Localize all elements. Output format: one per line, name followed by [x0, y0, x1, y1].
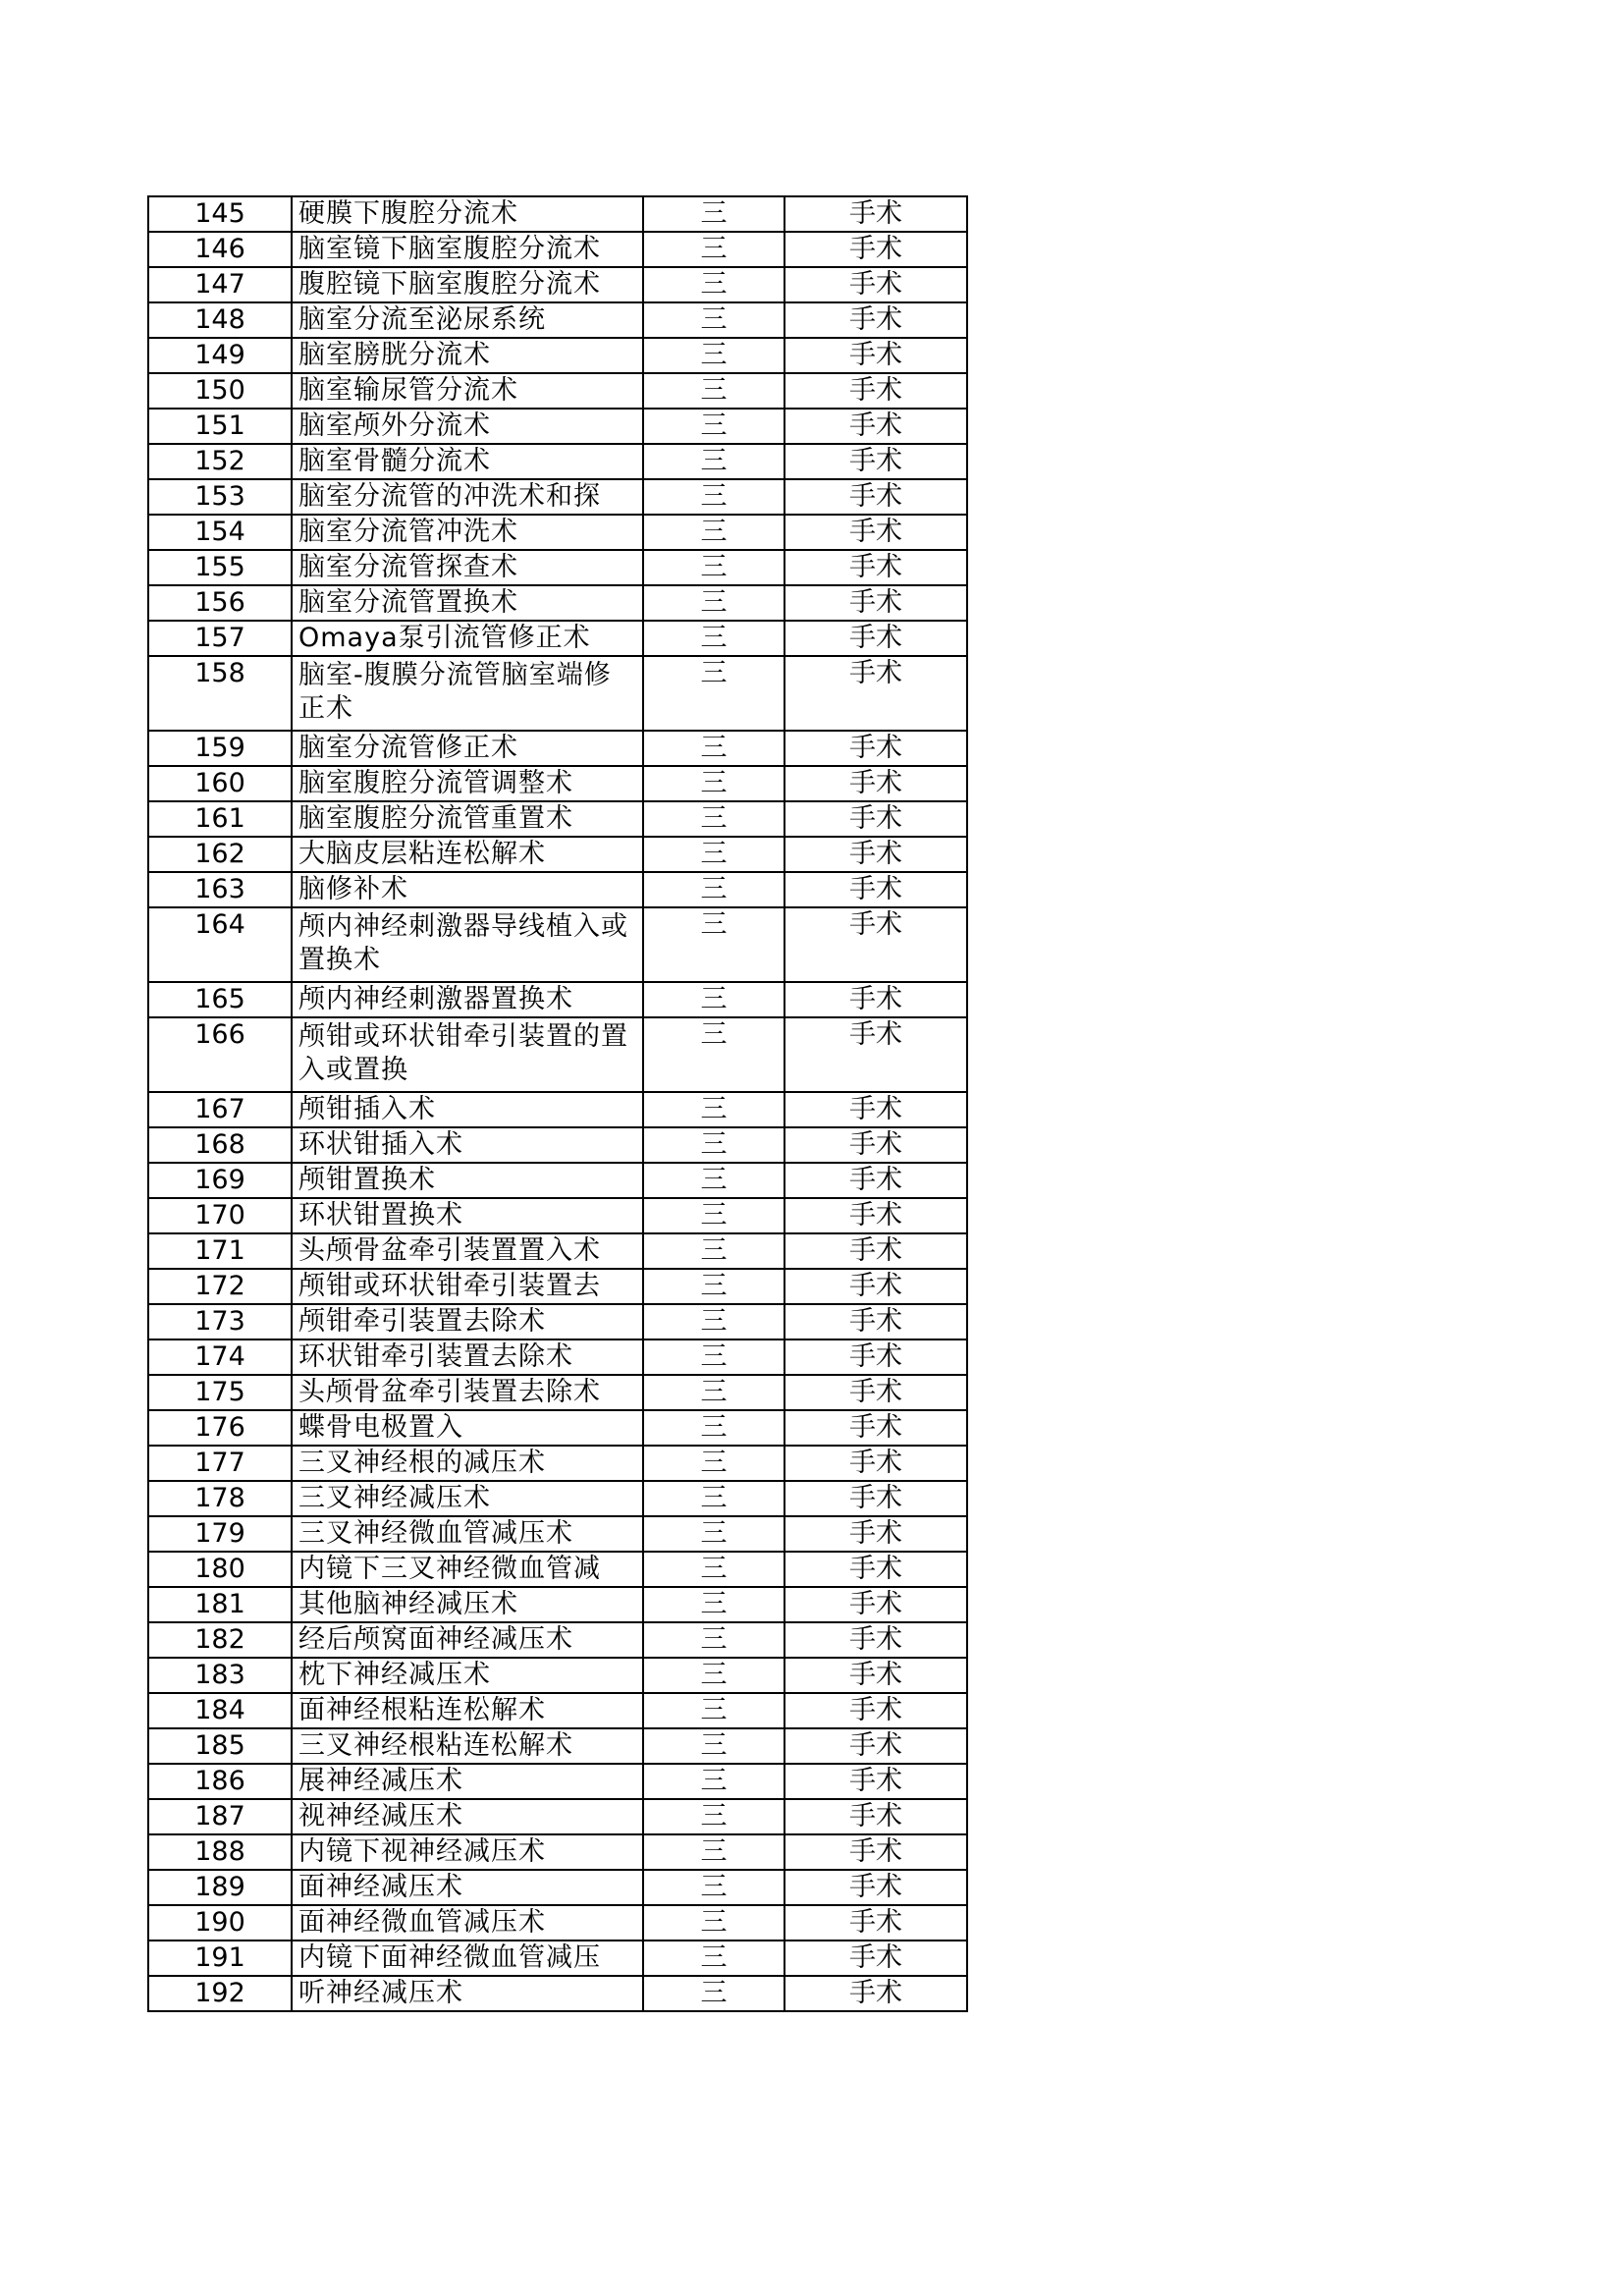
- procedure-type: 手术: [784, 1693, 967, 1728]
- procedure-type: 手术: [784, 801, 967, 837]
- procedure-type: 手术: [784, 1481, 967, 1516]
- procedure-name: 蝶骨电极置入: [292, 1410, 643, 1446]
- table-row: [148, 1233, 967, 1269]
- grade-level: 三: [643, 1834, 784, 1870]
- row-number: 182: [148, 1622, 292, 1658]
- grade-level: 三: [643, 1233, 784, 1269]
- procedure-name: 大脑皮层粘连松解术: [292, 837, 643, 872]
- table-row: [148, 621, 967, 656]
- grade-level: 三: [643, 196, 784, 232]
- procedure-name: 腹腔镜下脑室腹腔分流术: [292, 267, 643, 302]
- grade-level: 三: [643, 267, 784, 302]
- procedure-name: 脑室分流管修正术: [292, 731, 643, 766]
- procedure-name: 颅内神经刺激器置换术: [292, 982, 643, 1017]
- procedure-type: 手术: [784, 1764, 967, 1799]
- grade-level: 三: [643, 1269, 784, 1304]
- grade-level: 三: [643, 1127, 784, 1163]
- grade-level: 三: [643, 1764, 784, 1799]
- grade-level: 三: [643, 409, 784, 444]
- table-row: [148, 1870, 967, 1905]
- procedure-name: 脑室分流管冲洗术: [292, 515, 643, 550]
- row-number: 183: [148, 1658, 292, 1693]
- table-row: [148, 302, 967, 338]
- row-number: 164: [148, 907, 292, 982]
- row-number: 159: [148, 731, 292, 766]
- procedure-name: 脑室分流至泌尿系统: [292, 302, 643, 338]
- table-row: [148, 1834, 967, 1870]
- table-row: [148, 1941, 967, 1976]
- row-number: 189: [148, 1870, 292, 1905]
- grade-level: 三: [643, 373, 784, 409]
- procedure-type: 手术: [784, 550, 967, 585]
- grade-level: 三: [643, 1728, 784, 1764]
- procedure-type: 手术: [784, 1092, 967, 1127]
- procedure-type: 手术: [784, 444, 967, 479]
- table-row: [148, 1410, 967, 1446]
- grade-level: 三: [643, 1092, 784, 1127]
- procedure-type: 手术: [784, 1375, 967, 1410]
- procedure-name: 脑室分流管探查术: [292, 550, 643, 585]
- grade-level: 三: [643, 1976, 784, 2011]
- procedure-type: 手术: [784, 267, 967, 302]
- procedure-type: 手术: [784, 1941, 967, 1976]
- procedure-name: 脑室腹腔分流管调整术: [292, 766, 643, 801]
- procedure-type: 手术: [784, 621, 967, 656]
- table-row: [148, 766, 967, 801]
- table-row: [148, 982, 967, 1017]
- row-number: 192: [148, 1976, 292, 2011]
- grade-level: 三: [643, 232, 784, 267]
- procedure-type: 手术: [784, 872, 967, 907]
- grade-level: 三: [643, 515, 784, 550]
- procedure-name: 颅钳或环状钳牵引装置的置入或置换: [292, 1017, 643, 1092]
- procedure-type: 手术: [784, 373, 967, 409]
- table-row: [148, 872, 967, 907]
- procedure-type: 手术: [784, 196, 967, 232]
- table-row: [148, 837, 967, 872]
- row-number: 155: [148, 550, 292, 585]
- row-number: 177: [148, 1446, 292, 1481]
- grade-level: 三: [643, 656, 784, 731]
- row-number: 191: [148, 1941, 292, 1976]
- row-number: 166: [148, 1017, 292, 1092]
- procedure-type: 手术: [784, 1163, 967, 1198]
- table-row: [148, 1976, 967, 2011]
- table-row: [148, 338, 967, 373]
- procedure-type: 手术: [784, 1127, 967, 1163]
- grade-level: 三: [643, 907, 784, 982]
- table-row: [148, 585, 967, 621]
- table-row: [148, 550, 967, 585]
- grade-level: 三: [643, 1339, 784, 1375]
- grade-level: 三: [643, 479, 784, 515]
- table-row: [148, 232, 967, 267]
- table-row: [148, 1304, 967, 1339]
- procedure-type: 手术: [784, 1304, 967, 1339]
- grade-level: 三: [643, 302, 784, 338]
- grade-level: 三: [643, 1446, 784, 1481]
- procedure-type: 手术: [784, 1198, 967, 1233]
- procedure-name: 经后颅窝面神经减压术: [292, 1622, 643, 1658]
- procedure-name: 内镜下面神经微血管减压: [292, 1941, 643, 1976]
- procedure-name: 颅内神经刺激器导线植入或置换术: [292, 907, 643, 982]
- procedure-type: 手术: [784, 1516, 967, 1552]
- table-row: [148, 1799, 967, 1834]
- grade-level: 三: [643, 1693, 784, 1728]
- grade-level: 三: [643, 1481, 784, 1516]
- grade-level: 三: [643, 1905, 784, 1941]
- row-number: 161: [148, 801, 292, 837]
- grade-level: 三: [643, 550, 784, 585]
- procedure-type: 手术: [784, 302, 967, 338]
- table-row: [148, 1693, 967, 1728]
- grade-level: 三: [643, 1799, 784, 1834]
- row-number: 180: [148, 1552, 292, 1587]
- grade-level: 三: [643, 621, 784, 656]
- procedure-type: 手术: [784, 1728, 967, 1764]
- row-number: 149: [148, 338, 292, 373]
- procedure-type: 手术: [784, 1410, 967, 1446]
- row-number: 174: [148, 1339, 292, 1375]
- grade-level: 三: [643, 1017, 784, 1092]
- procedure-type: 手术: [784, 479, 967, 515]
- procedure-type: 手术: [784, 1799, 967, 1834]
- row-number: 148: [148, 302, 292, 338]
- procedure-name: 脑室颅外分流术: [292, 409, 643, 444]
- row-number: 145: [148, 196, 292, 232]
- row-number: 163: [148, 872, 292, 907]
- procedure-name: Omaya泵引流管修正术: [292, 621, 643, 656]
- grade-level: 三: [643, 1163, 784, 1198]
- grade-level: 三: [643, 1870, 784, 1905]
- procedure-name: 脑室分流管的冲洗术和探: [292, 479, 643, 515]
- procedure-name: 脑室输尿管分流术: [292, 373, 643, 409]
- grade-level: 三: [643, 1304, 784, 1339]
- row-number: 168: [148, 1127, 292, 1163]
- procedure-type: 手术: [784, 515, 967, 550]
- procedure-name: 颅钳置换术: [292, 1163, 643, 1198]
- table-row: [148, 1658, 967, 1693]
- table-row: [148, 731, 967, 766]
- procedure-type: 手术: [784, 338, 967, 373]
- procedure-type: 手术: [784, 1446, 967, 1481]
- grade-level: 三: [643, 1552, 784, 1587]
- row-number: 179: [148, 1516, 292, 1552]
- row-number: 154: [148, 515, 292, 550]
- procedure-name: 其他脑神经减压术: [292, 1587, 643, 1622]
- procedure-name: 内镜下视神经减压术: [292, 1834, 643, 1870]
- procedure-type: 手术: [784, 656, 967, 731]
- procedure-name: 颅钳插入术: [292, 1092, 643, 1127]
- row-number: 157: [148, 621, 292, 656]
- row-number: 158: [148, 656, 292, 731]
- row-number: 147: [148, 267, 292, 302]
- table-row: [148, 1516, 967, 1552]
- table-row: [148, 373, 967, 409]
- procedure-name: 展神经减压术: [292, 1764, 643, 1799]
- procedure-name: 环状钳插入术: [292, 1127, 643, 1163]
- procedure-type: 手术: [784, 837, 967, 872]
- procedure-table-body: [148, 196, 967, 2011]
- procedure-name: 枕下神经减压术: [292, 1658, 643, 1693]
- row-number: 175: [148, 1375, 292, 1410]
- table-row: [148, 196, 967, 232]
- procedure-type: 手术: [784, 1017, 967, 1092]
- grade-level: 三: [643, 585, 784, 621]
- procedure-name: 颅钳牵引装置去除术: [292, 1304, 643, 1339]
- table-row: [148, 1269, 967, 1304]
- row-number: 178: [148, 1481, 292, 1516]
- procedure-name: 脑室镜下脑室腹腔分流术: [292, 232, 643, 267]
- row-number: 171: [148, 1233, 292, 1269]
- row-number: 167: [148, 1092, 292, 1127]
- table-row: [148, 656, 967, 731]
- table-row: [148, 1622, 967, 1658]
- table-row: [148, 1446, 967, 1481]
- procedure-type: 手术: [784, 766, 967, 801]
- procedure-name: 三叉神经根的减压术: [292, 1446, 643, 1481]
- procedure-name: 三叉神经减压术: [292, 1481, 643, 1516]
- table-row: [148, 267, 967, 302]
- procedure-type: 手术: [784, 585, 967, 621]
- grade-level: 三: [643, 766, 784, 801]
- grade-level: 三: [643, 1198, 784, 1233]
- procedure-name: 头颅骨盆牵引装置置入术: [292, 1233, 643, 1269]
- table-row: [148, 1587, 967, 1622]
- table-row: [148, 1728, 967, 1764]
- row-number: 162: [148, 837, 292, 872]
- procedure-table: [147, 195, 968, 2012]
- row-number: 172: [148, 1269, 292, 1304]
- procedure-type: 手术: [784, 1269, 967, 1304]
- grade-level: 三: [643, 731, 784, 766]
- procedure-type: 手术: [784, 1834, 967, 1870]
- grade-level: 三: [643, 1941, 784, 1976]
- grade-level: 三: [643, 1587, 784, 1622]
- row-number: 153: [148, 479, 292, 515]
- grade-level: 三: [643, 1516, 784, 1552]
- procedure-name: 内镜下三叉神经微血管减: [292, 1552, 643, 1587]
- procedure-name: 硬膜下腹腔分流术: [292, 196, 643, 232]
- table-row: [148, 1017, 967, 1092]
- procedure-name: 脑室-腹膜分流管脑室端修正术: [292, 656, 643, 731]
- grade-level: 三: [643, 1410, 784, 1446]
- procedure-type: 手术: [784, 907, 967, 982]
- table-row: [148, 515, 967, 550]
- row-number: 151: [148, 409, 292, 444]
- procedure-name: 脑室分流管置换术: [292, 585, 643, 621]
- grade-level: 三: [643, 982, 784, 1017]
- table-row: [148, 1375, 967, 1410]
- procedure-type: 手术: [784, 1870, 967, 1905]
- procedure-type: 手术: [784, 232, 967, 267]
- row-number: 170: [148, 1198, 292, 1233]
- procedure-type: 手术: [784, 1905, 967, 1941]
- procedure-name: 脑修补术: [292, 872, 643, 907]
- table-row: [148, 1163, 967, 1198]
- row-number: 173: [148, 1304, 292, 1339]
- grade-level: 三: [643, 1375, 784, 1410]
- table-row: [148, 1198, 967, 1233]
- row-number: 160: [148, 766, 292, 801]
- table-row: [148, 1127, 967, 1163]
- row-number: 150: [148, 373, 292, 409]
- table-row: [148, 1481, 967, 1516]
- procedure-name: 环状钳置换术: [292, 1198, 643, 1233]
- row-number: 156: [148, 585, 292, 621]
- procedure-type: 手术: [784, 1658, 967, 1693]
- table-row: [148, 1552, 967, 1587]
- procedure-type: 手术: [784, 731, 967, 766]
- table-row: [148, 444, 967, 479]
- grade-level: 三: [643, 801, 784, 837]
- table-row: [148, 409, 967, 444]
- row-number: 186: [148, 1764, 292, 1799]
- procedure-name: 脑室骨髓分流术: [292, 444, 643, 479]
- procedure-type: 手术: [784, 1339, 967, 1375]
- procedure-type: 手术: [784, 1622, 967, 1658]
- grade-level: 三: [643, 1658, 784, 1693]
- procedure-name: 颅钳或环状钳牵引装置去: [292, 1269, 643, 1304]
- procedure-name: 听神经减压术: [292, 1976, 643, 2011]
- procedure-name: 环状钳牵引装置去除术: [292, 1339, 643, 1375]
- row-number: 146: [148, 232, 292, 267]
- procedure-name: 头颅骨盆牵引装置去除术: [292, 1375, 643, 1410]
- table-row: [148, 1339, 967, 1375]
- row-number: 185: [148, 1728, 292, 1764]
- table-row: [148, 801, 967, 837]
- procedure-type: 手术: [784, 409, 967, 444]
- row-number: 187: [148, 1799, 292, 1834]
- procedure-type: 手术: [784, 1587, 967, 1622]
- grade-level: 三: [643, 338, 784, 373]
- procedure-type: 手术: [784, 1976, 967, 2011]
- row-number: 181: [148, 1587, 292, 1622]
- table-row: [148, 1764, 967, 1799]
- procedure-name: 脑室膀胱分流术: [292, 338, 643, 373]
- procedure-name: 三叉神经微血管减压术: [292, 1516, 643, 1552]
- procedure-type: 手术: [784, 982, 967, 1017]
- grade-level: 三: [643, 444, 784, 479]
- row-number: 169: [148, 1163, 292, 1198]
- row-number: 176: [148, 1410, 292, 1446]
- procedure-name: 脑室腹腔分流管重置术: [292, 801, 643, 837]
- row-number: 152: [148, 444, 292, 479]
- row-number: 188: [148, 1834, 292, 1870]
- grade-level: 三: [643, 837, 784, 872]
- procedure-name: 三叉神经根粘连松解术: [292, 1728, 643, 1764]
- table-row: [148, 479, 967, 515]
- procedure-name: 视神经减压术: [292, 1799, 643, 1834]
- row-number: 184: [148, 1693, 292, 1728]
- row-number: 165: [148, 982, 292, 1017]
- procedure-type: 手术: [784, 1233, 967, 1269]
- procedure-name: 面神经微血管减压术: [292, 1905, 643, 1941]
- table-row: [148, 1092, 967, 1127]
- procedure-name: 面神经根粘连松解术: [292, 1693, 643, 1728]
- procedure-name: 面神经减压术: [292, 1870, 643, 1905]
- table-row: [148, 1905, 967, 1941]
- procedure-type: 手术: [784, 1552, 967, 1587]
- grade-level: 三: [643, 872, 784, 907]
- grade-level: 三: [643, 1622, 784, 1658]
- row-number: 190: [148, 1905, 292, 1941]
- table-row: [148, 907, 967, 982]
